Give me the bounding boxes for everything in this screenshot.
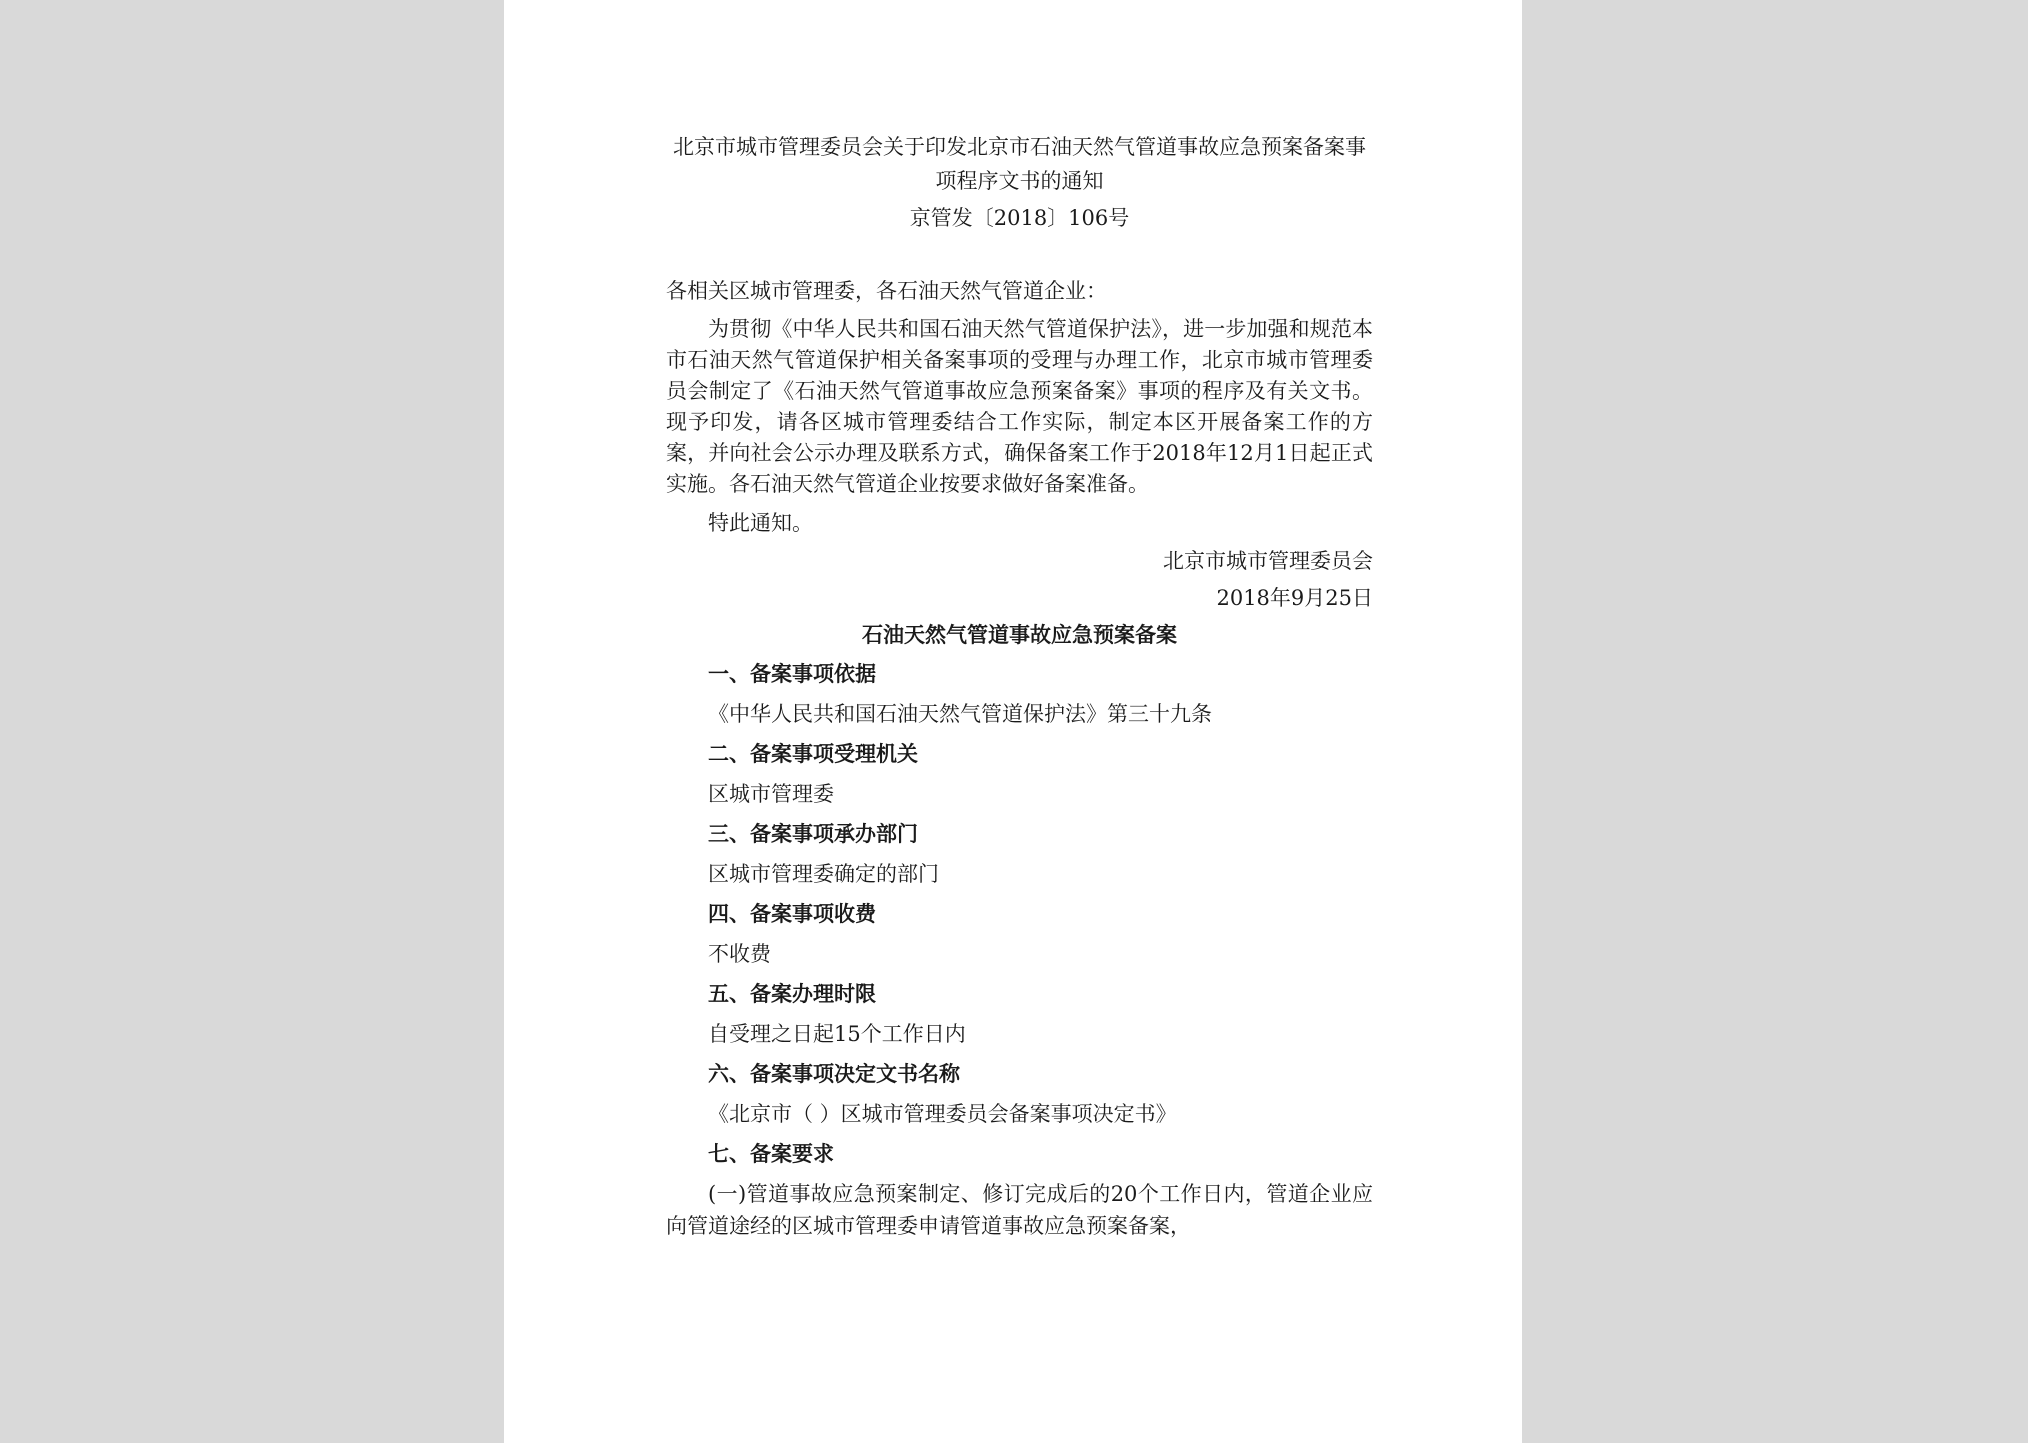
salutation: 各相关区城市管理委，各石油天然气管道企业：	[666, 279, 1107, 303]
document-title: 北京市城市管理委员会关于印发北京市石油天然气管道事故应急预案备案事项程序文书的通知	[673, 135, 1366, 193]
item-body-5: 自受理之日起15个工作日内	[708, 1022, 966, 1046]
item-body-3: 区城市管理委确定的部门	[708, 862, 939, 886]
closing-line: 特此通知。	[708, 511, 813, 535]
signature-date: 2018年9月25日	[1216, 586, 1373, 610]
document-page	[504, 0, 1522, 1443]
attachment-title: 石油天然气管道事故应急预案备案	[862, 622, 1177, 647]
item-body-1: 《中华人民共和国石油天然气管道保护法》第三十九条	[708, 702, 1212, 726]
item-body-7: (一)管道事故应急预案制定、修订完成后的20个工作日内，管道企业应向管道途经的区城市管理委申请管道事故应急预案备案，	[666, 1182, 1373, 1238]
document-content	[666, 130, 1373, 1242]
item-body-2: 区城市管理委	[708, 782, 834, 806]
item-heading-5: 五、备案办理时限	[708, 981, 876, 1006]
document-number: 京管发〔2018〕106号	[909, 206, 1130, 230]
item-heading-3: 三、备案事项承办部门	[708, 821, 918, 846]
item-body-6: 《北京市（ ）区城市管理委员会备案事项决定书》	[708, 1102, 1177, 1126]
body-paragraph: 为贯彻《中华人民共和国石油天然气管道保护法》，进一步加强和规范本市石油天然气管道保护相关备案事项的受理与办理工作，北京市城市管理委员会制定了《石油天然气管道事故应急预案备案》事项的程序及有关文书。现予印发，请各区城市管理委结合工作实际，制定本区开展备案工作的方案，并向社会公示办理及联系方式，确保备案工作于2018年12月1日起正式实施。各石油天然气管道企业按要求做好备案准备。	[666, 317, 1373, 496]
item-body-4: 不收费	[708, 942, 771, 966]
item-heading-7: 七、备案要求	[708, 1141, 834, 1166]
item-heading-6: 六、备案事项决定文书名称	[708, 1061, 960, 1086]
item-heading-2: 二、备案事项受理机关	[708, 741, 918, 766]
signature-organization: 北京市城市管理委员会	[1163, 549, 1373, 573]
item-heading-1: 一、备案事项依据	[708, 661, 876, 686]
item-heading-4: 四、备案事项收费	[708, 901, 876, 926]
